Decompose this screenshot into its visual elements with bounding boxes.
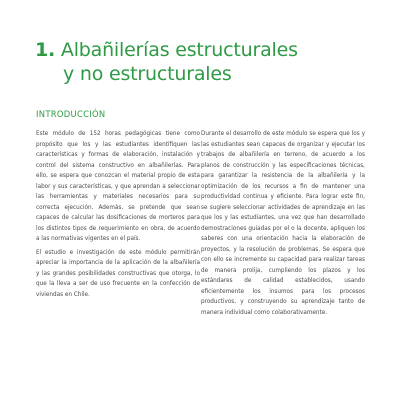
body-paragraph: El estudio e investigación de este módulo permitirán apreciar la importancia de la aplicación de la albañilería y las grandes posibilidades constructivas que otorga, lo que la lleva a ser de uso frecuente en la confección de viviendas en Chile. bbox=[36, 249, 200, 298]
body-paragraph: Durante el desarrollo de este módulo se espera que los y las estudiantes sean capaces de organizar y ejecutar los trabajos de albañilería en terreno, de acuerdo a los planos de construcción y las especificaciones técnicas, para garantizar la resistencia de la albañilería y la optimización de los recursos a fin de mantener una productividad continua y eficiente. Para lograr este fin, se sugiere seleccionar actividades de aprendizaje en las que los y las estudiantes, una vez que han desarrollado demostraciones guiadas por el o la docente, apliquen los saberes con una orientación hacia la elaboración de proyectos, y la resolución de problemas. Se espera que con ello se incremente su capacidad para realizar tareas de manera prolija, cumpliendo los plazos y los estándares de calidad establecidos, usando eficientemente los insumos para los procesos productivos, y construyendo su aprendizaje tanto de manera individual como colaborativamente. bbox=[201, 131, 365, 316]
chapter-title bbox=[35, 38, 375, 86]
chapter-title-line-1 bbox=[35, 38, 375, 62]
body-column-left bbox=[36, 129, 200, 303]
section-heading: INTRODUCCIÓN bbox=[36, 109, 106, 119]
chapter-title-text-1: Albañilerías estructurales bbox=[60, 39, 298, 61]
body-paragraph: Este módulo de 152 horas pedagógicas tiene como propósito que los y las estudiantes identifiquen las características y formas de elaboración, instalación y control del sistema constructivo en albañilerías. Para ello, se espera que conozcan el material propio de esta labor y sus características, y que aprendan a seleccionar las herramientas y materiales necesarios para su correcta ejecución. Además, se pretende que sean capaces de calcular las dosificaciones de morteros para los distintos tipos de requerimiento en obra, de acuerdo a las normativas vigentes en el país. bbox=[36, 131, 200, 242]
chapter-number: 1. bbox=[35, 39, 56, 61]
body-column-right bbox=[201, 129, 365, 321]
chapter-title-line-2: y no estructurales bbox=[63, 63, 232, 85]
